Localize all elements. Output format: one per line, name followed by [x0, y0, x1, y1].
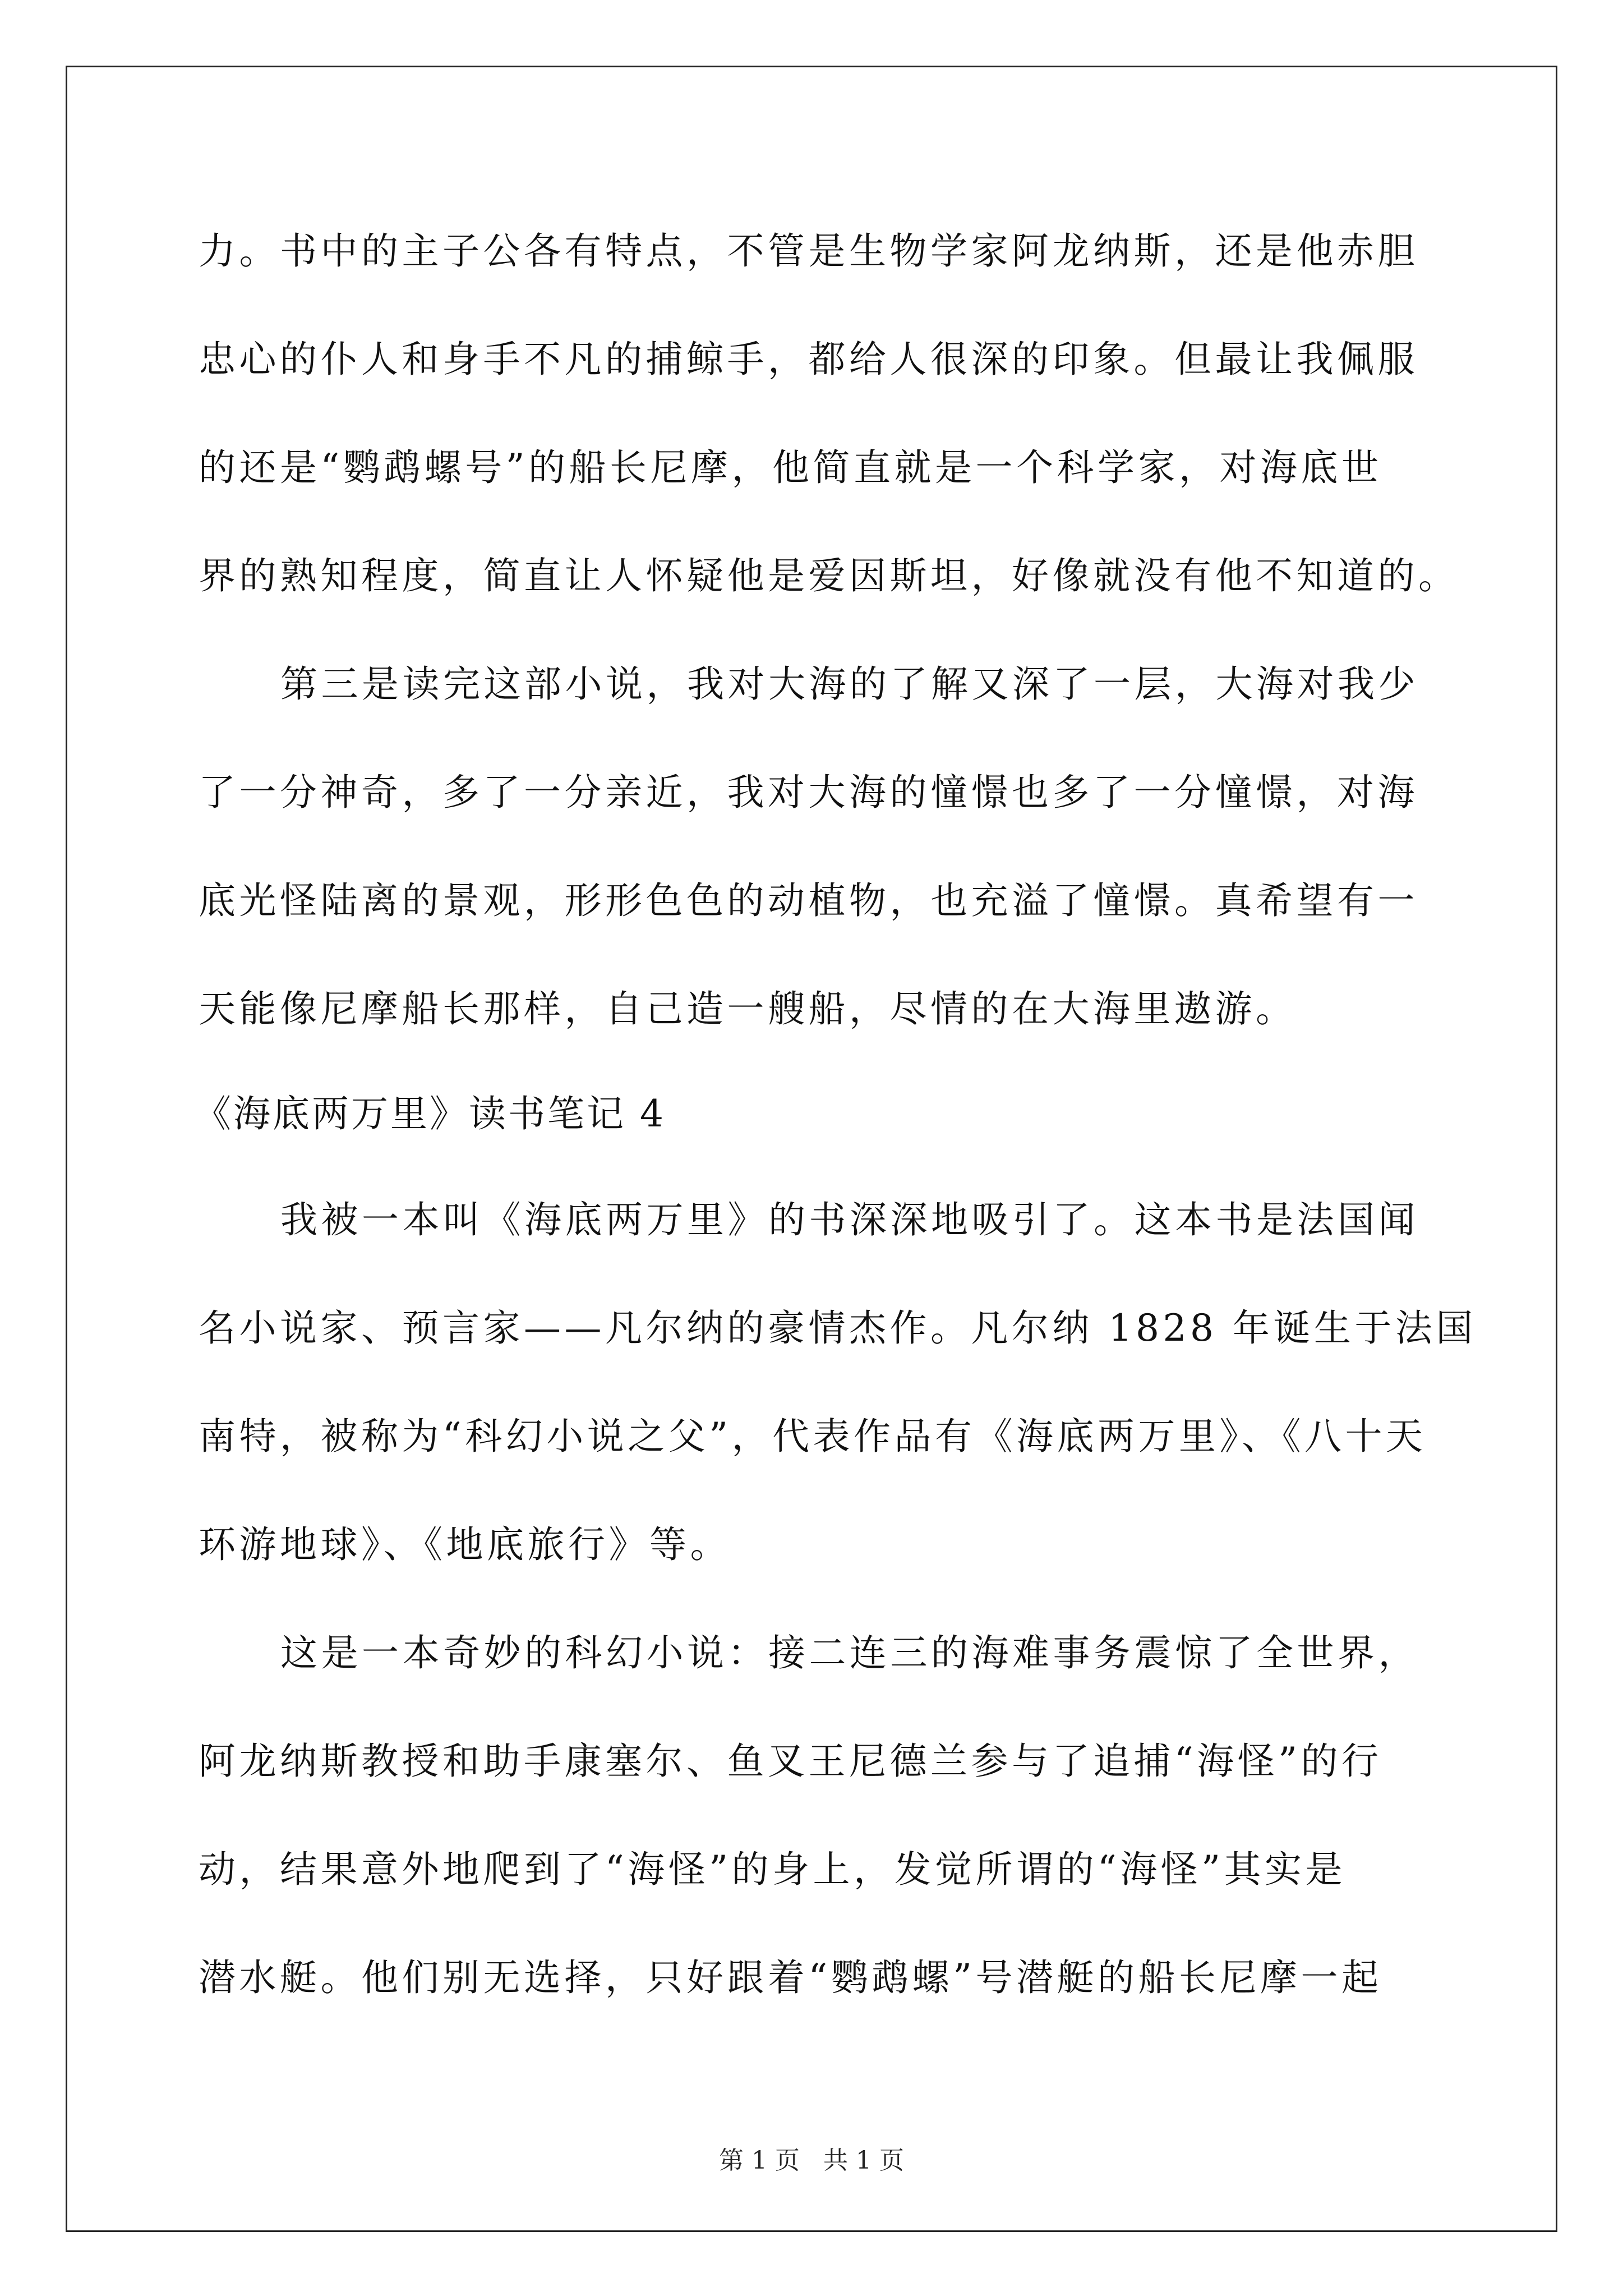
paragraph-line: 力。书中的主子公各有特点，不管是生物学家阿龙纳斯，还是他赤胆 [199, 229, 1418, 273]
paragraph-line: 界的熟知程度，简直让人怀疑他是爱因斯坦，好像就没有他不知道的。 [199, 554, 1459, 597]
paragraph-line: 阿龙纳斯教授和助手康塞尔、鱼叉王尼德兰参与了追捕“海怪”的行 [199, 1740, 1382, 1783]
paragraph-line: 这是一本奇妙的科幻小说：接二连三的海难事务震惊了全世界， [280, 1631, 1419, 1674]
paragraph-line: 忠心的仆人和身手不凡的捕鲸手，都给人很深的印象。但最让我佩服 [199, 338, 1418, 381]
paragraph-line: 动，结果意外地爬到了“海怪”的身上，发觉所谓的“海怪”其实是 [199, 1848, 1346, 1891]
paragraph-line: 环游地球》、《地底旅行》等。 [199, 1523, 731, 1566]
paragraph-line: 天能像尼摩船长那样，自己造一艘船，尽情的在大海里遨游。 [199, 987, 1297, 1030]
section-heading: 《海底两万里》读书笔记 4 [194, 1092, 666, 1135]
paragraph-line: 我被一本叫《海底两万里》的书深深地吸引了。这本书是法国闻 [280, 1198, 1419, 1241]
page-total: 共 1 页 [823, 2146, 904, 2175]
paragraph-line: 名小说家、预言家——凡尔纳的豪情杰作。凡尔纳 1828 年诞生于法国 [199, 1306, 1477, 1350]
paragraph-line: 南特，被称为“科幻小说之父”，代表作品有《海底两万里》、《八十天 [199, 1415, 1427, 1458]
paragraph-line: 底光怪陆离的景观，形形色色的动植物，也充溢了憧憬。真希望有一 [199, 879, 1418, 922]
paragraph-line: 第三是读完这部小说，我对大海的了解又深了一层，大海对我少 [280, 662, 1419, 706]
paragraph-line: 了一分神奇，多了一分亲近，我对大海的憧憬也多了一分憧憬，对海 [199, 771, 1418, 814]
page-number: 第 1 页 [719, 2146, 800, 2175]
paragraph-line: 的还是“鹦鹉螺号”的船长尼摩，他简直就是一个科学家，对海底世 [199, 446, 1382, 489]
page-footer [0, 2145, 1623, 2177]
page-frame [66, 66, 1557, 2232]
paragraph-line: 潜水艇。他们别无选择，只好跟着“鹦鹉螺”号潜艇的船长尼摩一起 [199, 1956, 1382, 1999]
